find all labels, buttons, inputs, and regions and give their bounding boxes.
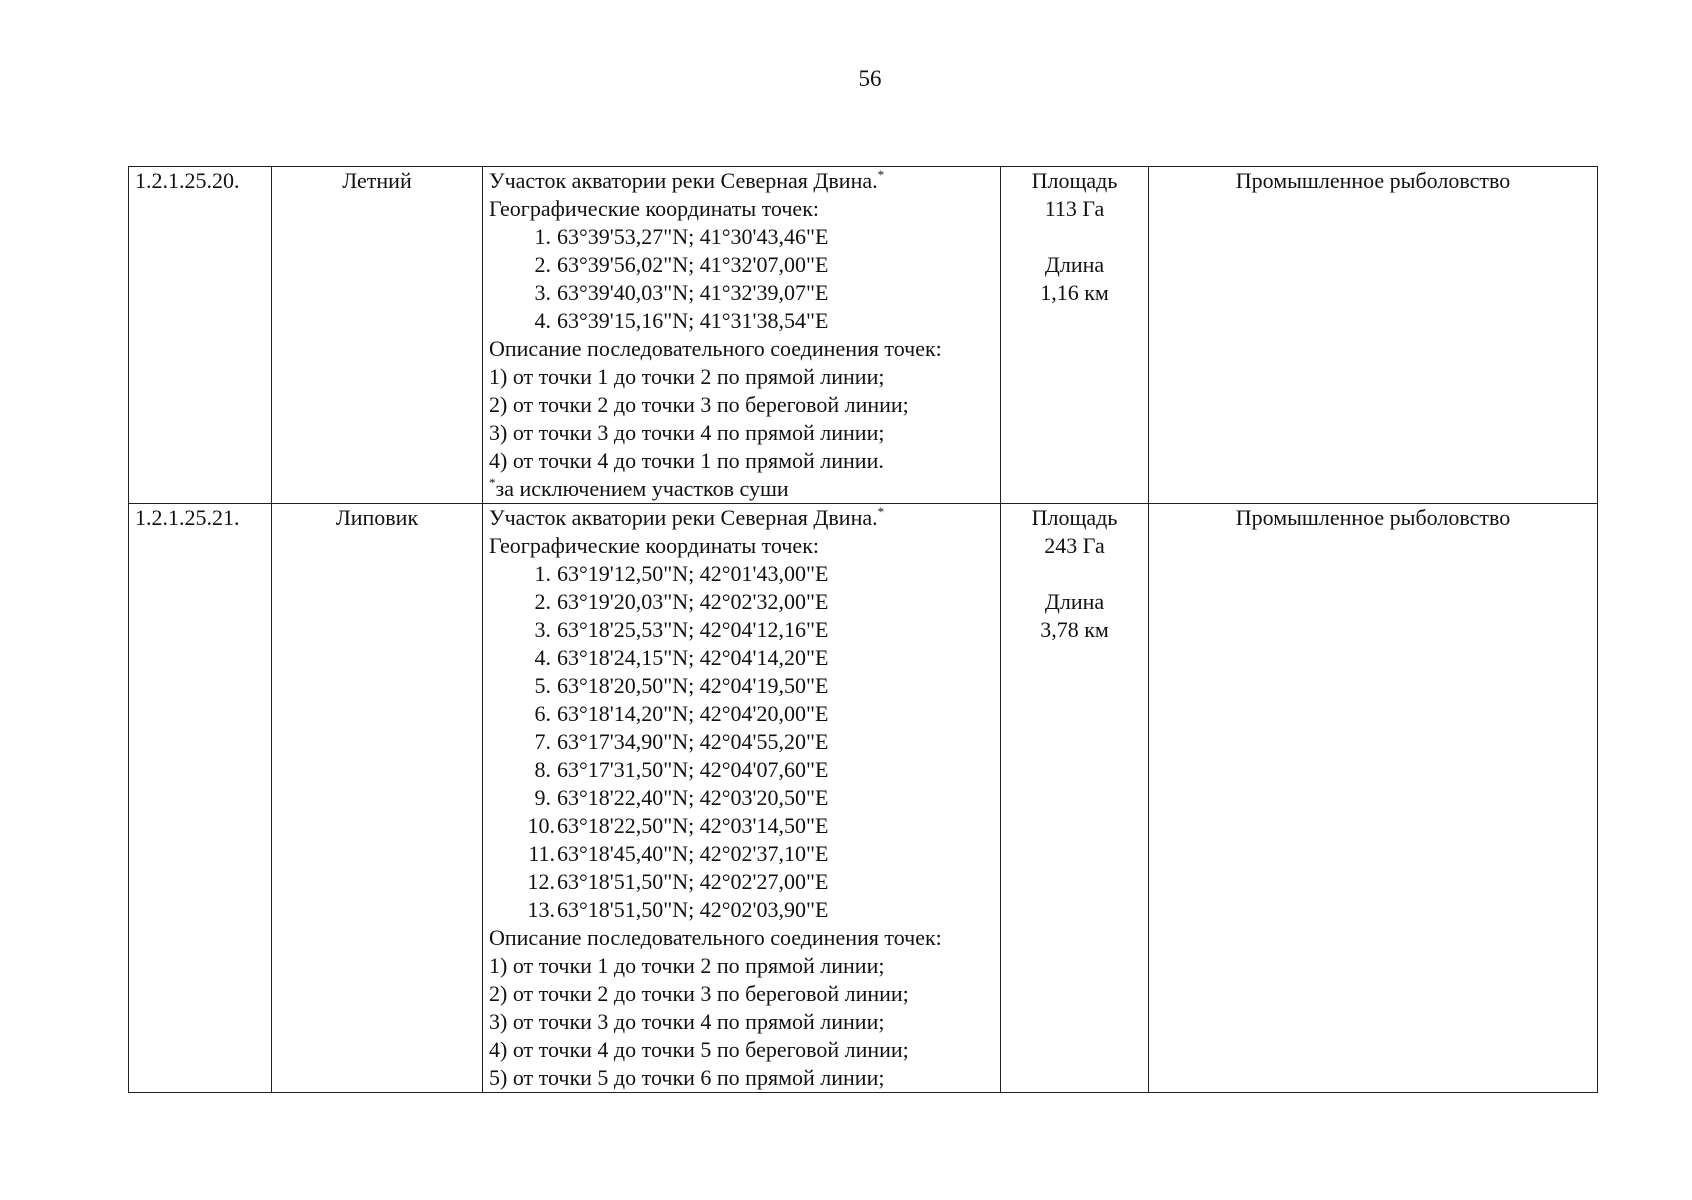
coordinate-index: 2. — [534, 589, 551, 614]
coordinate-value: 63°18'14,20"N; 42°04'20,00"E — [557, 701, 829, 726]
coordinate-value: 63°17'31,50"N; 42°04'07,60"E — [557, 757, 829, 782]
coordinate-value: 63°18'24,15"N; 42°04'14,20"E — [557, 645, 829, 670]
coordinate-index: 4. — [534, 645, 551, 670]
area-usage: Промышленное рыболовство — [1149, 504, 1598, 1093]
coordinate-index: 8. — [534, 757, 551, 782]
area-size — [1001, 504, 1149, 1093]
coordinate-value: 63°19'12,50"N; 42°01'43,00"E — [557, 561, 829, 586]
coordinate-item — [489, 588, 994, 616]
connection-item: 2) от точки 2 до точки 3 по береговой линии; — [489, 392, 909, 417]
coordinates-heading: Географические координаты точек: — [489, 533, 819, 558]
coordinate-item — [489, 840, 994, 868]
coordinates-list — [489, 560, 994, 924]
connection-item: 2) от точки 2 до точки 3 по береговой линии; — [489, 981, 909, 1006]
area-number: 1.2.1.25.21. — [129, 504, 272, 1093]
coordinate-index: 6. — [534, 701, 551, 726]
area-value: 243 Га — [1044, 533, 1105, 558]
coordinate-item — [489, 896, 994, 924]
coordinate-value: 63°18'51,50"N; 42°02'27,00"E — [557, 869, 829, 894]
coordinate-value: 63°39'40,03"N; 41°32'39,07"E — [557, 280, 829, 305]
coordinate-value: 63°18'20,50"N; 42°04'19,50"E — [557, 673, 829, 698]
table-row — [129, 167, 1598, 504]
coordinate-value: 63°18'22,40"N; 42°03'20,50"E — [557, 785, 829, 810]
area-label: Площадь — [1031, 505, 1118, 530]
area-number: 1.2.1.25.20. — [129, 167, 272, 504]
connection-heading: Описание последовательного соединения точек: — [489, 336, 942, 361]
coordinate-index: 11. — [528, 841, 555, 866]
area-name: Липовик — [272, 504, 483, 1093]
coordinate-value: 63°18'25,53"N; 42°04'12,16"E — [557, 617, 829, 642]
coordinate-index: 4. — [534, 308, 551, 333]
area-name: Летний — [272, 167, 483, 504]
coordinate-item — [489, 784, 994, 812]
coordinate-index: 3. — [534, 617, 551, 642]
area-description — [483, 167, 1001, 504]
coordinate-value: 63°39'56,02"N; 41°32'07,00"E — [557, 252, 829, 277]
coordinate-value: 63°18'45,40"N; 42°02'37,10"E — [557, 841, 829, 866]
length-value: 1,16 км — [1040, 280, 1109, 305]
coordinate-index: 2. — [534, 252, 551, 277]
area-description — [483, 504, 1001, 1093]
connection-item: 4) от точки 4 до точки 1 по прямой линии. — [489, 448, 884, 473]
area-value: 113 Га — [1044, 196, 1105, 221]
coordinate-item — [489, 251, 994, 279]
area-size — [1001, 167, 1149, 504]
coordinate-index: 3. — [534, 280, 551, 305]
coordinate-item — [489, 868, 994, 896]
table-row — [129, 504, 1598, 1093]
description-intro: Участок акватории реки Северная Двина.* — [489, 504, 885, 530]
coordinate-index: 9. — [534, 785, 551, 810]
coordinate-item — [489, 700, 994, 728]
description-intro: Участок акватории реки Северная Двина.* — [489, 167, 885, 193]
coordinate-index: 12. — [527, 869, 555, 894]
connection-item: 3) от точки 3 до точки 4 по прямой линии; — [489, 1009, 885, 1034]
coordinate-value: 63°19'20,03"N; 42°02'32,00"E — [557, 589, 829, 614]
footnote: *за исключением участков суши — [489, 475, 789, 501]
coordinate-item — [489, 616, 994, 644]
coordinate-index: 10. — [527, 813, 555, 838]
coordinate-value: 63°39'15,16"N; 41°31'38,54"E — [557, 308, 829, 333]
coordinate-item — [489, 812, 994, 840]
connection-item: 1) от точки 1 до точки 2 по прямой линии; — [489, 364, 885, 389]
coordinate-item — [489, 307, 994, 335]
coordinate-item — [489, 728, 994, 756]
coordinate-item — [489, 644, 994, 672]
connection-heading: Описание последовательного соединения точек: — [489, 925, 942, 950]
connection-item: 1) от точки 1 до точки 2 по прямой линии; — [489, 953, 885, 978]
coordinate-item — [489, 279, 994, 307]
coordinate-index: 1. — [534, 224, 551, 249]
coordinate-index: 7. — [534, 729, 551, 754]
coordinate-index: 5. — [534, 673, 551, 698]
page-number: 56 — [858, 66, 882, 91]
connection-item: 3) от точки 3 до точки 4 по прямой линии; — [489, 420, 885, 445]
coordinate-item — [489, 223, 994, 251]
length-label: Длина — [1044, 252, 1105, 277]
footnote-marker: * — [489, 475, 496, 490]
footnote-marker: * — [877, 167, 885, 182]
fishing-areas-table — [128, 166, 1598, 1093]
coordinate-item — [489, 560, 994, 588]
footnote-marker: * — [877, 504, 885, 519]
coordinate-value: 63°18'51,50"N; 42°02'03,90"E — [557, 897, 829, 922]
coordinates-heading: Географические координаты точек: — [489, 196, 819, 221]
coordinates-list — [489, 223, 994, 335]
coordinate-item — [489, 756, 994, 784]
connection-item: 5) от точки 5 до точки 6 по прямой линии; — [489, 1065, 885, 1090]
coordinate-value: 63°17'34,90"N; 42°04'55,20"E — [557, 729, 829, 754]
coordinate-value: 63°39'53,27"N; 41°30'43,46"E — [557, 224, 829, 249]
coordinate-item — [489, 672, 994, 700]
area-usage: Промышленное рыболовство — [1149, 167, 1598, 504]
length-value: 3,78 км — [1040, 617, 1109, 642]
coordinate-value: 63°18'22,50"N; 42°03'14,50"E — [557, 813, 829, 838]
length-label: Длина — [1044, 589, 1105, 614]
area-label: Площадь — [1031, 168, 1118, 193]
coordinate-index: 13. — [527, 897, 555, 922]
coordinate-index: 1. — [534, 561, 551, 586]
connection-item: 4) от точки 4 до точки 5 по береговой линии; — [489, 1037, 909, 1062]
